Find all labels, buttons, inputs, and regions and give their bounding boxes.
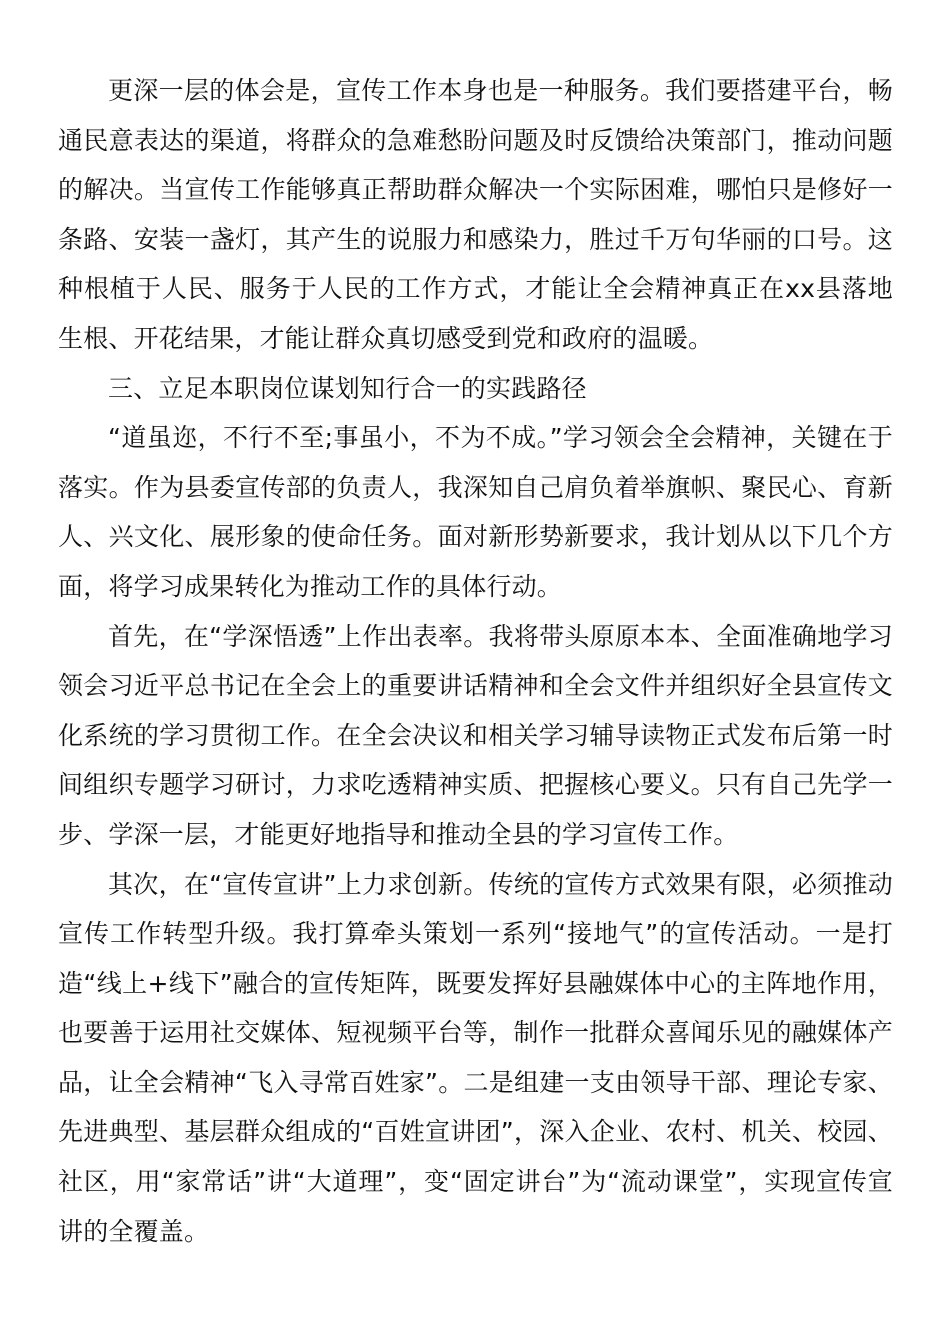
paragraph-service: 更深一层的体会是，宣传工作本身也是一种服务。我们要搭建平台，畅通民意表达的渠道，将群众的急难愁盼问题及时反馈给决策部门，推动问题的解决。当宣传工作能够真正帮助群众解决一个实际困难，哪怕只是修好一条路、安装一盏灯，其产生的说服力和感染力，胜过千万句华丽的口号。这种根植于人民、服务于人民的工作方式，才能让全会精神真正在xx县落地生根、开花结果，才能让群众真切感受到党和政府的温暖。: [58, 76, 893, 353]
paragraph-second: 其次，在“宣传宣讲”上力求创新。传统的宣传方式效果有限，必须推动宣传工作转型升级。我打算牵头策划一系列“接地气”的宣传活动。一是打造“线上+线下”融合的宣传矩阵，既要发挥好县融媒体中心的主阵地作用，也要善于运用社交媒体、短视频平台等，制作一批群众喜闻乐见的融媒体产品，让全会精神“飞入寻常百姓家”。二是组建一支由领导干部、理论专家、先进典型、基层群众组成的“百姓宣讲团”，深入企业、农村、机关、校园、社区，用“家常话”讲“大道理”，变“固定讲台”为“流动课堂”，实现宣传宣讲的全覆盖。: [58, 869, 893, 1246]
paragraph-implementation: “道虽迩，不行不至;事虽小，不为不成。”学习领会全会精神，关键在于落实。作为县委宣传部的负责人，我深知自己肩负着举旗帜、聚民心、育新人、兴文化、展形象的使命任务。面对新形势新要求，我计划从以下几个方面，将学习成果转化为推动工作的具体行动。: [58, 423, 893, 601]
section-heading-3: 三、立足本职岗位谋划知行合一的实践路径: [108, 373, 587, 403]
paragraph-first: 首先，在“学深悟透”上作出表率。我将带头原原本本、全面准确地学习领会习近平总书记在全会上的重要讲话精神和全会文件并组织好全县宣传文化系统的学习贯彻工作。在全会决议和相关学习辅导读物正式发布后第一时间组织专题学习研讨，力求吃透精神实质、把握核心要义。只有自己先学一步、学深一层，才能更好地指导和推动全县的学习宣传工作。: [58, 621, 893, 849]
document-page: [58, 66, 893, 1256]
